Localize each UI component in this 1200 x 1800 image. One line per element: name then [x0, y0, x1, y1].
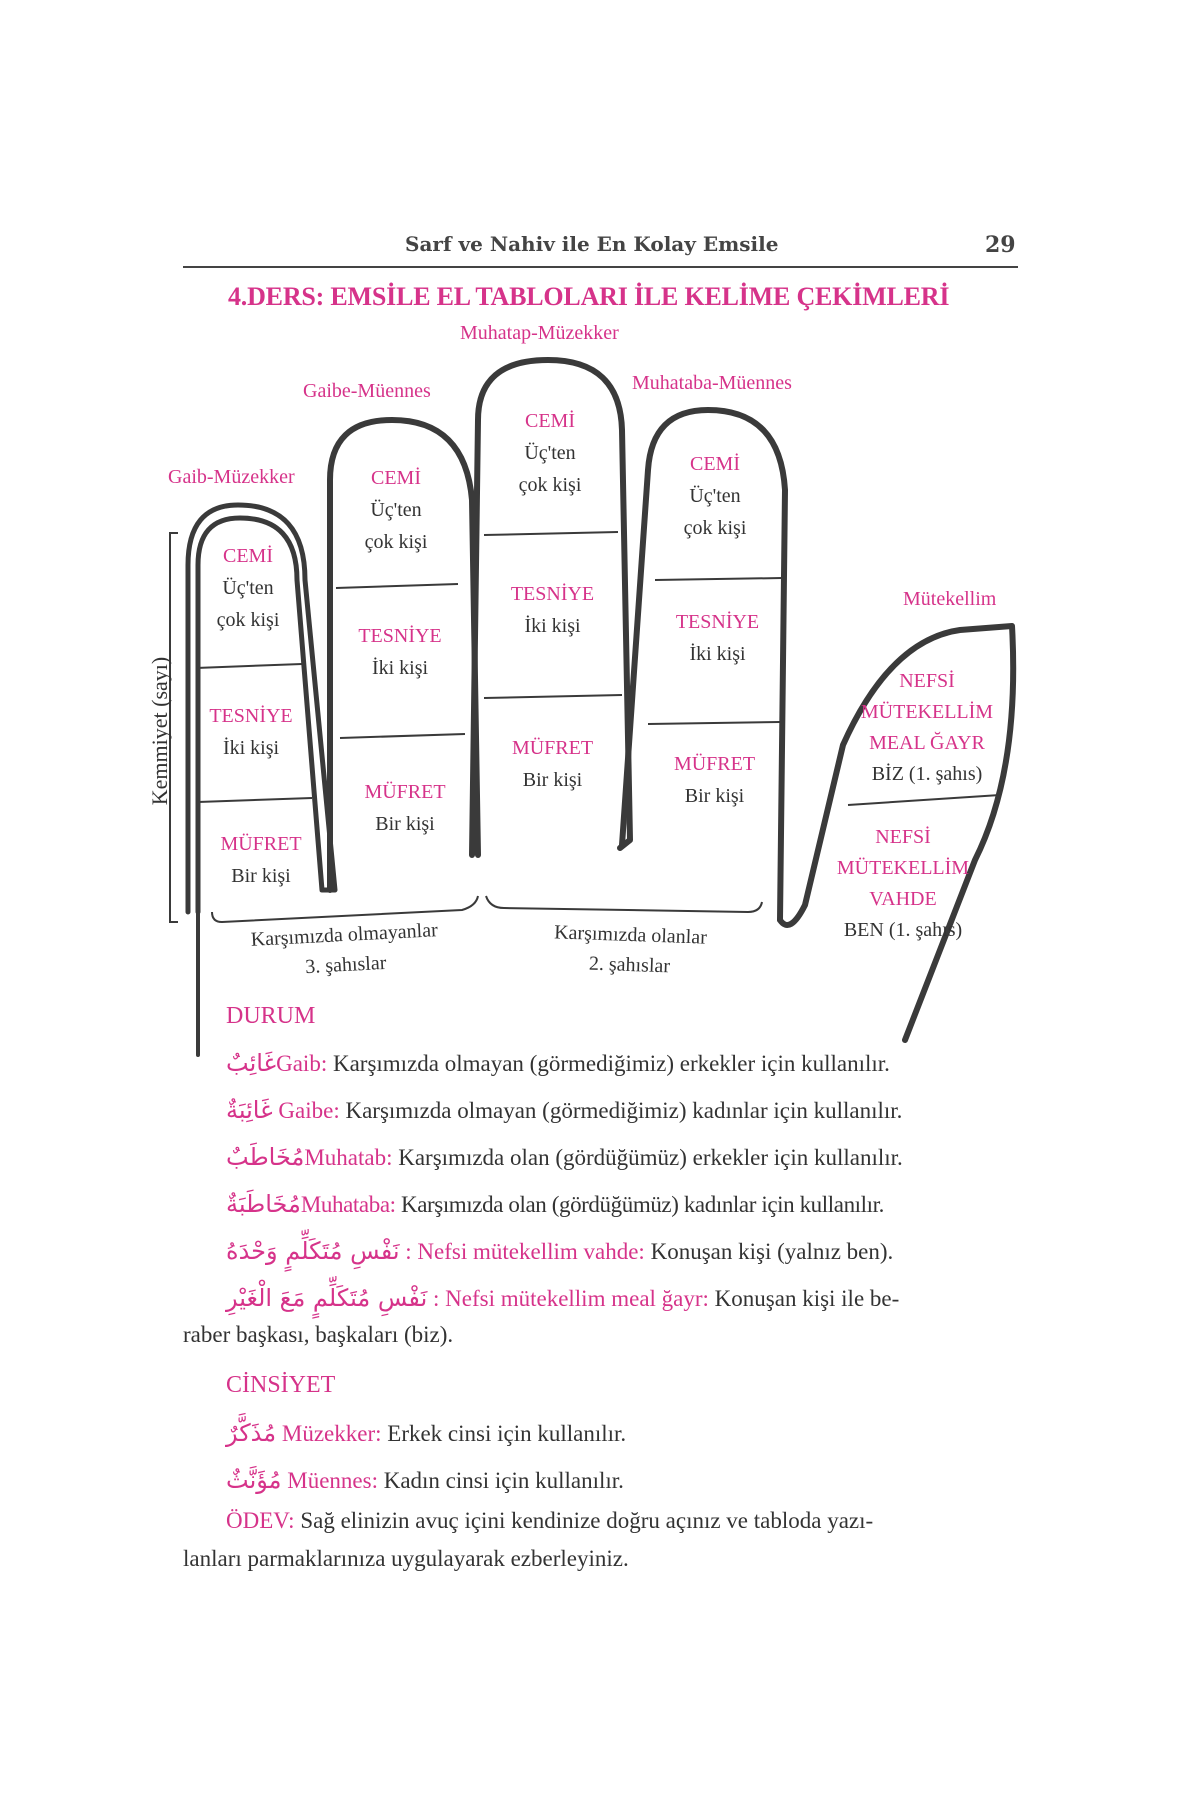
cell-title: NEFSİ — [899, 670, 955, 692]
page-number: 29 — [985, 232, 1016, 258]
cinsiyet-list — [226, 1410, 1016, 1504]
cell-title: NEFSİ — [875, 826, 931, 848]
durum-item-muhatab — [226, 1134, 1016, 1181]
finger1-mufret-cell — [206, 828, 316, 892]
term: : Nefsi mütekellim vahde: — [399, 1239, 645, 1264]
cell-text: Üç'ten — [222, 577, 274, 599]
definition: Karşımızda olan (gördüğümüz) erkekler için kullanılır. — [392, 1145, 903, 1170]
cinsiyet-item-muennes — [226, 1457, 1016, 1504]
definition: Karşımızda olan (gördüğümüz) kadınlar için kullanılır. — [395, 1192, 884, 1217]
finger-label-muhataba: Muhataba-Müennes — [632, 372, 792, 394]
cinsiyet-heading: CİNSİYET — [226, 1372, 336, 1398]
finger2-cemi-cell — [340, 462, 452, 558]
cell-title: CEMİ — [525, 410, 575, 432]
cell-title: CEMİ — [690, 453, 740, 475]
cinsiyet-item-muzekker — [226, 1410, 1016, 1457]
arabic-term: غَائِبَةٌ — [226, 1096, 273, 1124]
thumb-top-cell — [842, 666, 1012, 790]
arabic-term: مُخَاطَبٌ — [226, 1143, 305, 1171]
cell-title: CEMİ — [223, 545, 273, 567]
cell-text: İki kişi — [524, 615, 581, 637]
kemmiyet-label: Kemmiyet (sayı) — [147, 656, 172, 806]
book-title: Sarf ve Nahiv ile En Kolay Emsile — [405, 232, 779, 256]
group-line: Karşımızda olmayanlar — [250, 919, 439, 951]
cell-text: Bir kişi — [231, 865, 291, 887]
finger1-cemi-cell — [198, 540, 298, 636]
cell-title: MÜTEKELLİM — [860, 701, 994, 723]
cell-text: çok kişi — [518, 474, 582, 496]
finger-label-gaibe: Gaibe-Müennes — [303, 380, 431, 402]
durum-item-muhataba — [226, 1181, 1016, 1228]
durum-item-meal-gayr — [226, 1275, 1016, 1322]
cell-title: TESNİYE — [358, 625, 442, 647]
group-second-persons — [519, 916, 741, 984]
cell-title: CEMİ — [371, 467, 421, 489]
finger3-mufret-cell — [490, 732, 615, 796]
durum-item-gaibe — [226, 1087, 1016, 1134]
term: Müzekker: — [276, 1421, 382, 1446]
finger1-tesniye-cell — [196, 700, 306, 764]
definition: Erkek cinsi için kullanılır. — [381, 1421, 627, 1446]
cell-title: TESNİYE — [675, 611, 760, 633]
divider — [198, 798, 312, 802]
finger2-tesniye-cell — [340, 620, 460, 684]
definition: Kadın cinsi için kullanılır. — [377, 1468, 624, 1493]
definition: Konuşan kişi ile be- — [708, 1286, 900, 1311]
definition: Konuşan kişi (yalnız ben). — [644, 1239, 894, 1264]
cell-text: çok kişi — [364, 531, 428, 553]
cell-text: Bir kişi — [684, 785, 745, 807]
term: Gaib: — [276, 1051, 328, 1076]
term: Gaibe: — [278, 1098, 340, 1123]
cell-title: MÜFRET — [511, 737, 594, 759]
cell-text: Bir kişi — [375, 813, 435, 835]
term: : Nefsi mütekellim meal ğayr: — [427, 1286, 709, 1311]
cell-text: İki kişi — [689, 643, 746, 665]
term: Muhatab: — [304, 1145, 393, 1170]
finger3-tesniye-cell — [490, 578, 615, 642]
lesson-title: 4.DERS: EMSİLE EL TABLOLARI İLE KELİME ÇEKİMLERİ — [228, 282, 950, 311]
cell-title: MEAL ĞAYR — [869, 732, 985, 754]
brace-second — [486, 896, 762, 912]
odev-text: Sağ elinizin avuç içini kendinize doğru açınız ve tabloda yazı- — [294, 1508, 874, 1533]
group-line: 3. şahıslar — [304, 951, 387, 979]
divider — [484, 532, 618, 535]
group-line: 2. şahıslar — [588, 952, 671, 978]
arabic-term: مُذَكَّرٌ — [226, 1419, 277, 1447]
durum-item-gaib — [226, 1040, 1016, 1087]
cell-text: Üç'ten — [689, 485, 741, 507]
cell-title: MÜFRET — [673, 753, 756, 775]
definition: Karşımızda olmayan (görmediğimiz) kadınlar için kullanılır. — [339, 1098, 903, 1123]
cell-title: MÜFRET — [220, 833, 302, 855]
finger4-mufret-cell — [652, 748, 777, 812]
group-third-persons — [224, 914, 467, 986]
thumb-bottom-cell — [818, 822, 988, 946]
arabic-term: نَفْسِ مُتَكَلِّمٍ مَعَ الْغَيْرِ — [226, 1284, 428, 1312]
odev-line-2: lanları parmaklarınıza uygulayarak ezberleyiniz. — [183, 1546, 629, 1571]
cell-text: Üç'ten — [370, 499, 422, 521]
cell-text: Üç'ten — [524, 442, 576, 464]
cell-text: çok kişi — [216, 609, 280, 631]
cell-title: TESNİYE — [209, 705, 293, 727]
divider — [196, 664, 302, 668]
cell-text: BEN (1. şahıs) — [843, 919, 963, 941]
divider — [340, 734, 465, 738]
term: Müennes: — [281, 1468, 378, 1493]
divider — [848, 795, 1000, 805]
finger-label-gaib: Gaib-Müzekker — [168, 466, 295, 488]
cell-title: MÜTEKELLİM — [836, 857, 970, 879]
arabic-term: مُخَاطَبَةٌ — [226, 1190, 301, 1218]
term: Muhataba: — [300, 1192, 396, 1217]
finger3-cemi-cell — [490, 405, 610, 501]
divider — [336, 584, 458, 588]
finger2-mufret-cell — [345, 776, 465, 840]
cell-text: Bir kişi — [522, 769, 583, 791]
divider — [655, 578, 782, 580]
odev-term: ÖDEV: — [226, 1508, 295, 1533]
cell-text: İki kişi — [222, 737, 280, 759]
cell-title: VAHDE — [869, 888, 937, 910]
odev-paragraph — [183, 1502, 1018, 1578]
divider — [648, 722, 780, 724]
finger4-tesniye-cell — [655, 606, 780, 670]
cell-title: TESNİYE — [510, 583, 595, 605]
finger-label-muhatap: Muhatap-Müzekker — [460, 322, 619, 344]
durum-list — [226, 1040, 1016, 1322]
cell-title: MÜFRET — [364, 781, 446, 803]
durum-heading: DURUM — [226, 1003, 316, 1029]
arabic-term: نَفْسِ مُتَكَلِّمٍ وَحْدَهُ — [226, 1237, 400, 1265]
divider — [484, 695, 622, 698]
definition: Karşımızda olmayan (görmediğimiz) erkekler için kullanılır. — [327, 1051, 890, 1076]
cell-text: BİZ (1. şahıs) — [871, 763, 983, 785]
durum-item-vahde — [226, 1228, 1016, 1275]
cell-text: çok kişi — [683, 517, 747, 539]
odev-line-1 — [183, 1502, 1018, 1540]
finger4-cemi-cell — [655, 448, 775, 544]
group-line: Karşımızda olanlar — [553, 921, 708, 949]
durum-item-continuation: raber başkası, başkaları (biz). — [183, 1322, 454, 1347]
arabic-term: غَائِبٌ — [226, 1049, 277, 1077]
arabic-term: مُؤَنَّثٌ — [226, 1466, 282, 1494]
thumb-label: Mütekellim — [903, 588, 997, 610]
cell-text: İki kişi — [371, 657, 429, 679]
